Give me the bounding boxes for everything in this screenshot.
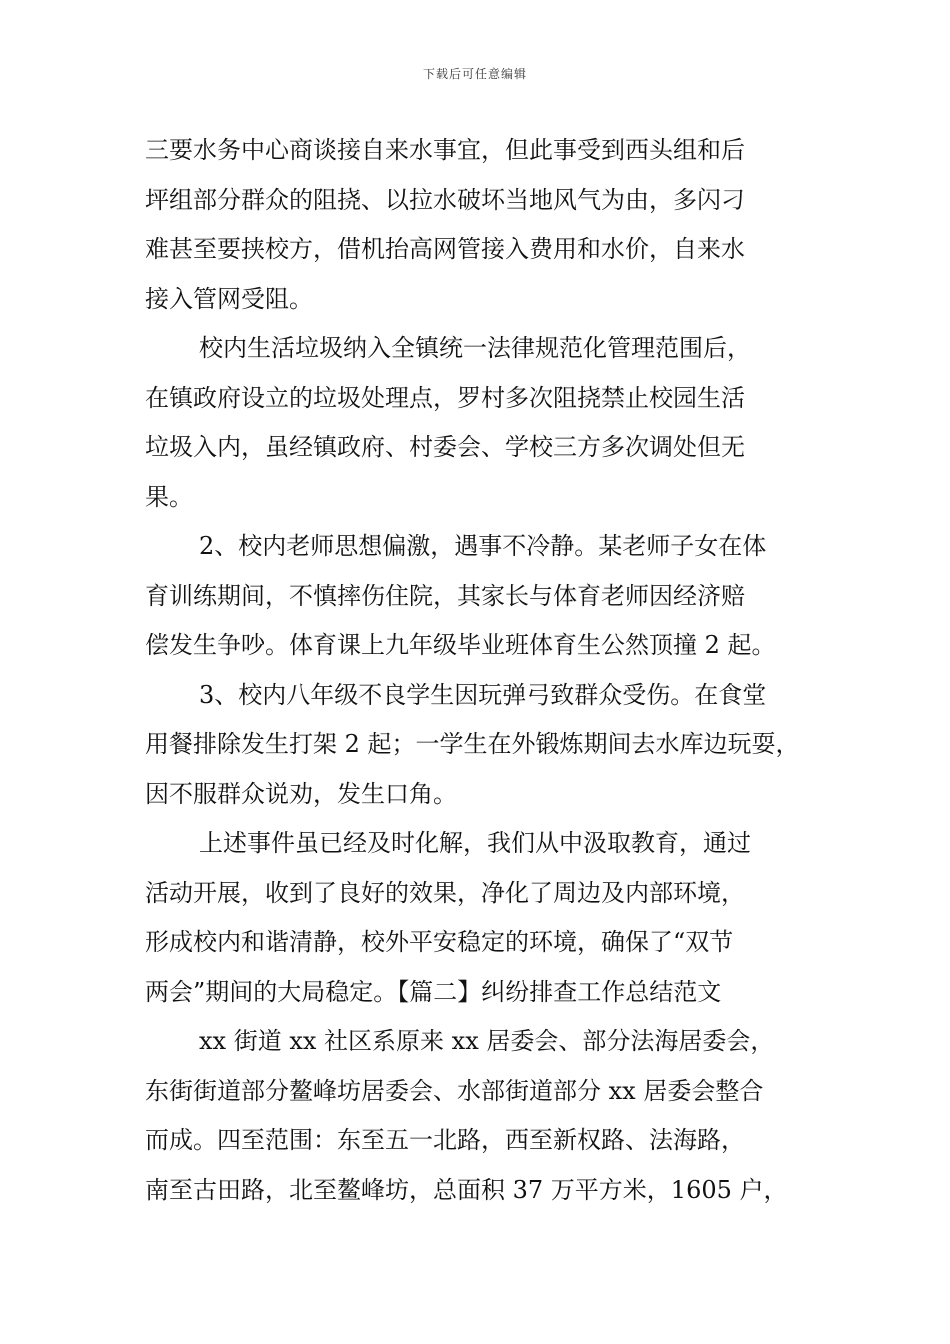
text-line: 育训练期间，不慎摔伤住院，其家长与体育老师因经济赔 [145,581,745,610]
text-line: 坪组部分群众的阻挠、以拉水破坏当地风气为由，多闪刁 [145,185,745,214]
text-line: 三要水务中心商谈接自来水事宜，但此事受到西头组和后 [145,136,745,164]
text-line: 两会”期间的大局稳定。【篇二】纠纷排查工作总结范文 [145,977,722,1006]
text-line: xx 街道 xx 社区系原来 xx 居委会、部分法海居委会， [199,1027,775,1055]
text-line: 难甚至要挟校方，借机抬高网管接入费用和水价，自来水 [145,235,745,263]
text-line: 而成。四至范围：东至五一北路，西至新权路、法海路， [145,1126,745,1154]
text-line: 2、校内老师思想偏激，遇事不冷静。某老师子女在体 [199,532,767,560]
text-line: 上述事件虽已经及时化解，我们从中汲取教育，通过 [199,829,751,857]
text-line: 因不服群众说劝，发生口角。 [145,779,457,808]
text-line: 用餐排除发生打架 2 起；一学生在外锻炼期间去水库边玩耍， [145,730,800,758]
text-line: 形成校内和谐清静，校外平安稳定的环境，确保了“双节 [145,928,734,956]
text-line: 南至古田路，北至鳌峰坊，总面积 37 万平方米，1605 户， [145,1175,788,1204]
text-line: 校内生活垃圾纳入全镇统一法律规范化管理范围后， [199,334,751,362]
text-line: 3、校内八年级不良学生因玩弹弓致群众受伤。在食堂 [199,680,767,709]
text-line: 在镇政府设立的垃圾处理点，罗村多次阻挠禁止校园生活 [145,383,745,412]
text-line: 果。 [145,482,193,511]
header-note: 下载后可任意编辑 [422,67,527,81]
document-body [145,126,835,1215]
text-line: 垃圾入内，虽经镇政府、村委会、学校三方多次调处但无 [145,433,745,461]
text-line: 偿发生争吵。体育课上九年级毕业班体育生公然顶撞 2 起。 [145,631,776,659]
text-line: 活动开展，收到了良好的效果，净化了周边及内部环境， [145,878,745,907]
text-line: 接入管网受阻。 [145,284,313,313]
text-line: 东街街道部分鳌峰坊居委会、水部街道部分 xx 居委会整合 [145,1076,764,1105]
